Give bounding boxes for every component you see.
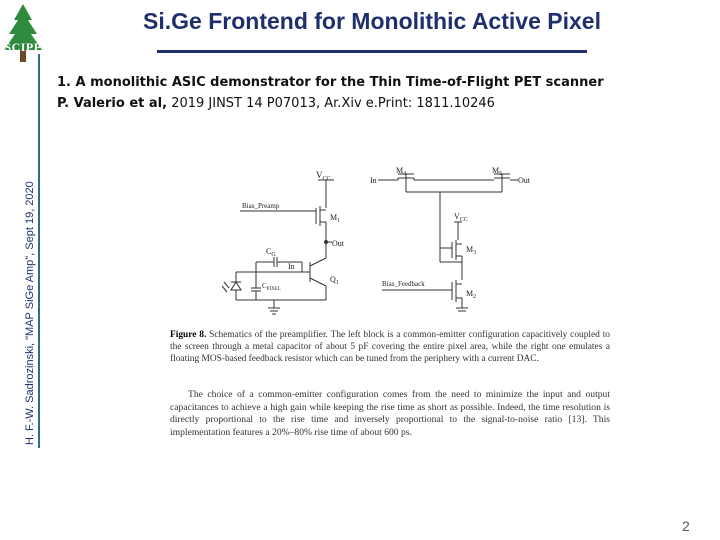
logo-text: SCIPP xyxy=(4,40,42,54)
in-left-label: In xyxy=(288,262,295,271)
preamplifier-schematic xyxy=(218,166,600,324)
m5-label: $M_5$ xyxy=(492,166,503,177)
out-left-label: Out xyxy=(332,239,344,248)
m4-label: $M_4$ xyxy=(396,166,407,177)
in-right-label: In xyxy=(370,176,377,185)
title-underline xyxy=(157,50,587,53)
m3-label: $M_3$ xyxy=(466,245,477,256)
vcc-right-label: $V_{CC}$ xyxy=(454,212,468,223)
sidebar-divider xyxy=(38,54,40,448)
bias-preamp-label: Bias_Preamp xyxy=(242,202,280,210)
m2-label: $M_2$ xyxy=(466,289,477,300)
body-paragraph: The choice of a common-emitter configuration comes from the need to minimize the input and output capacitances to achieve a high gain while keeping the rise time as short as possible. Indeed, the time resolution is directly proportional to the rise time and inversely proportional to the signal-to-noise ratio [13]. This implementation features a 20%–80% rise time of about 600 ps. xyxy=(170,389,610,438)
slide-title: Si.Ge Frontend for Monolithic Active Pixel xyxy=(143,8,601,34)
cg-label: $C_G$ xyxy=(266,247,276,258)
reference-block xyxy=(57,72,604,114)
reference-title: 1. A monolithic ASIC demonstrator for the Thin Time-of-Flight PET scanner xyxy=(57,75,604,90)
vcc-left-label: $V_{CC}$ xyxy=(316,170,331,182)
out-right-label: Out xyxy=(518,176,530,185)
bias-feedback-label: Bias_Feedback xyxy=(382,280,425,288)
reference-citation: P. Valerio et al, 2019 JINST 14 P07013, Ar.Xiv e.Print: 1811.10246 xyxy=(57,96,495,111)
figure-caption: Figure 8. Schematics of the preamplifier. The left block is a common-emitter configuration capacitively coupled to the screen through a metal capacitor of about 5 pF covering the entire pixel area, while the right one emulates a floating MOS-based feedback resistor which can be tuned from the periphery with a current DAC. xyxy=(170,330,610,364)
sidebar-author-label: H. F.-W. Sadrozinski, "MAP SiGe Amp", Sept 19, 2020 xyxy=(24,181,36,445)
m1-label: $M_1$ xyxy=(330,213,341,224)
page-number: 2 xyxy=(682,518,690,534)
q1-label: $Q_1$ xyxy=(330,275,339,286)
cpixel-label: $C_{PIXEL}$ xyxy=(262,282,281,292)
